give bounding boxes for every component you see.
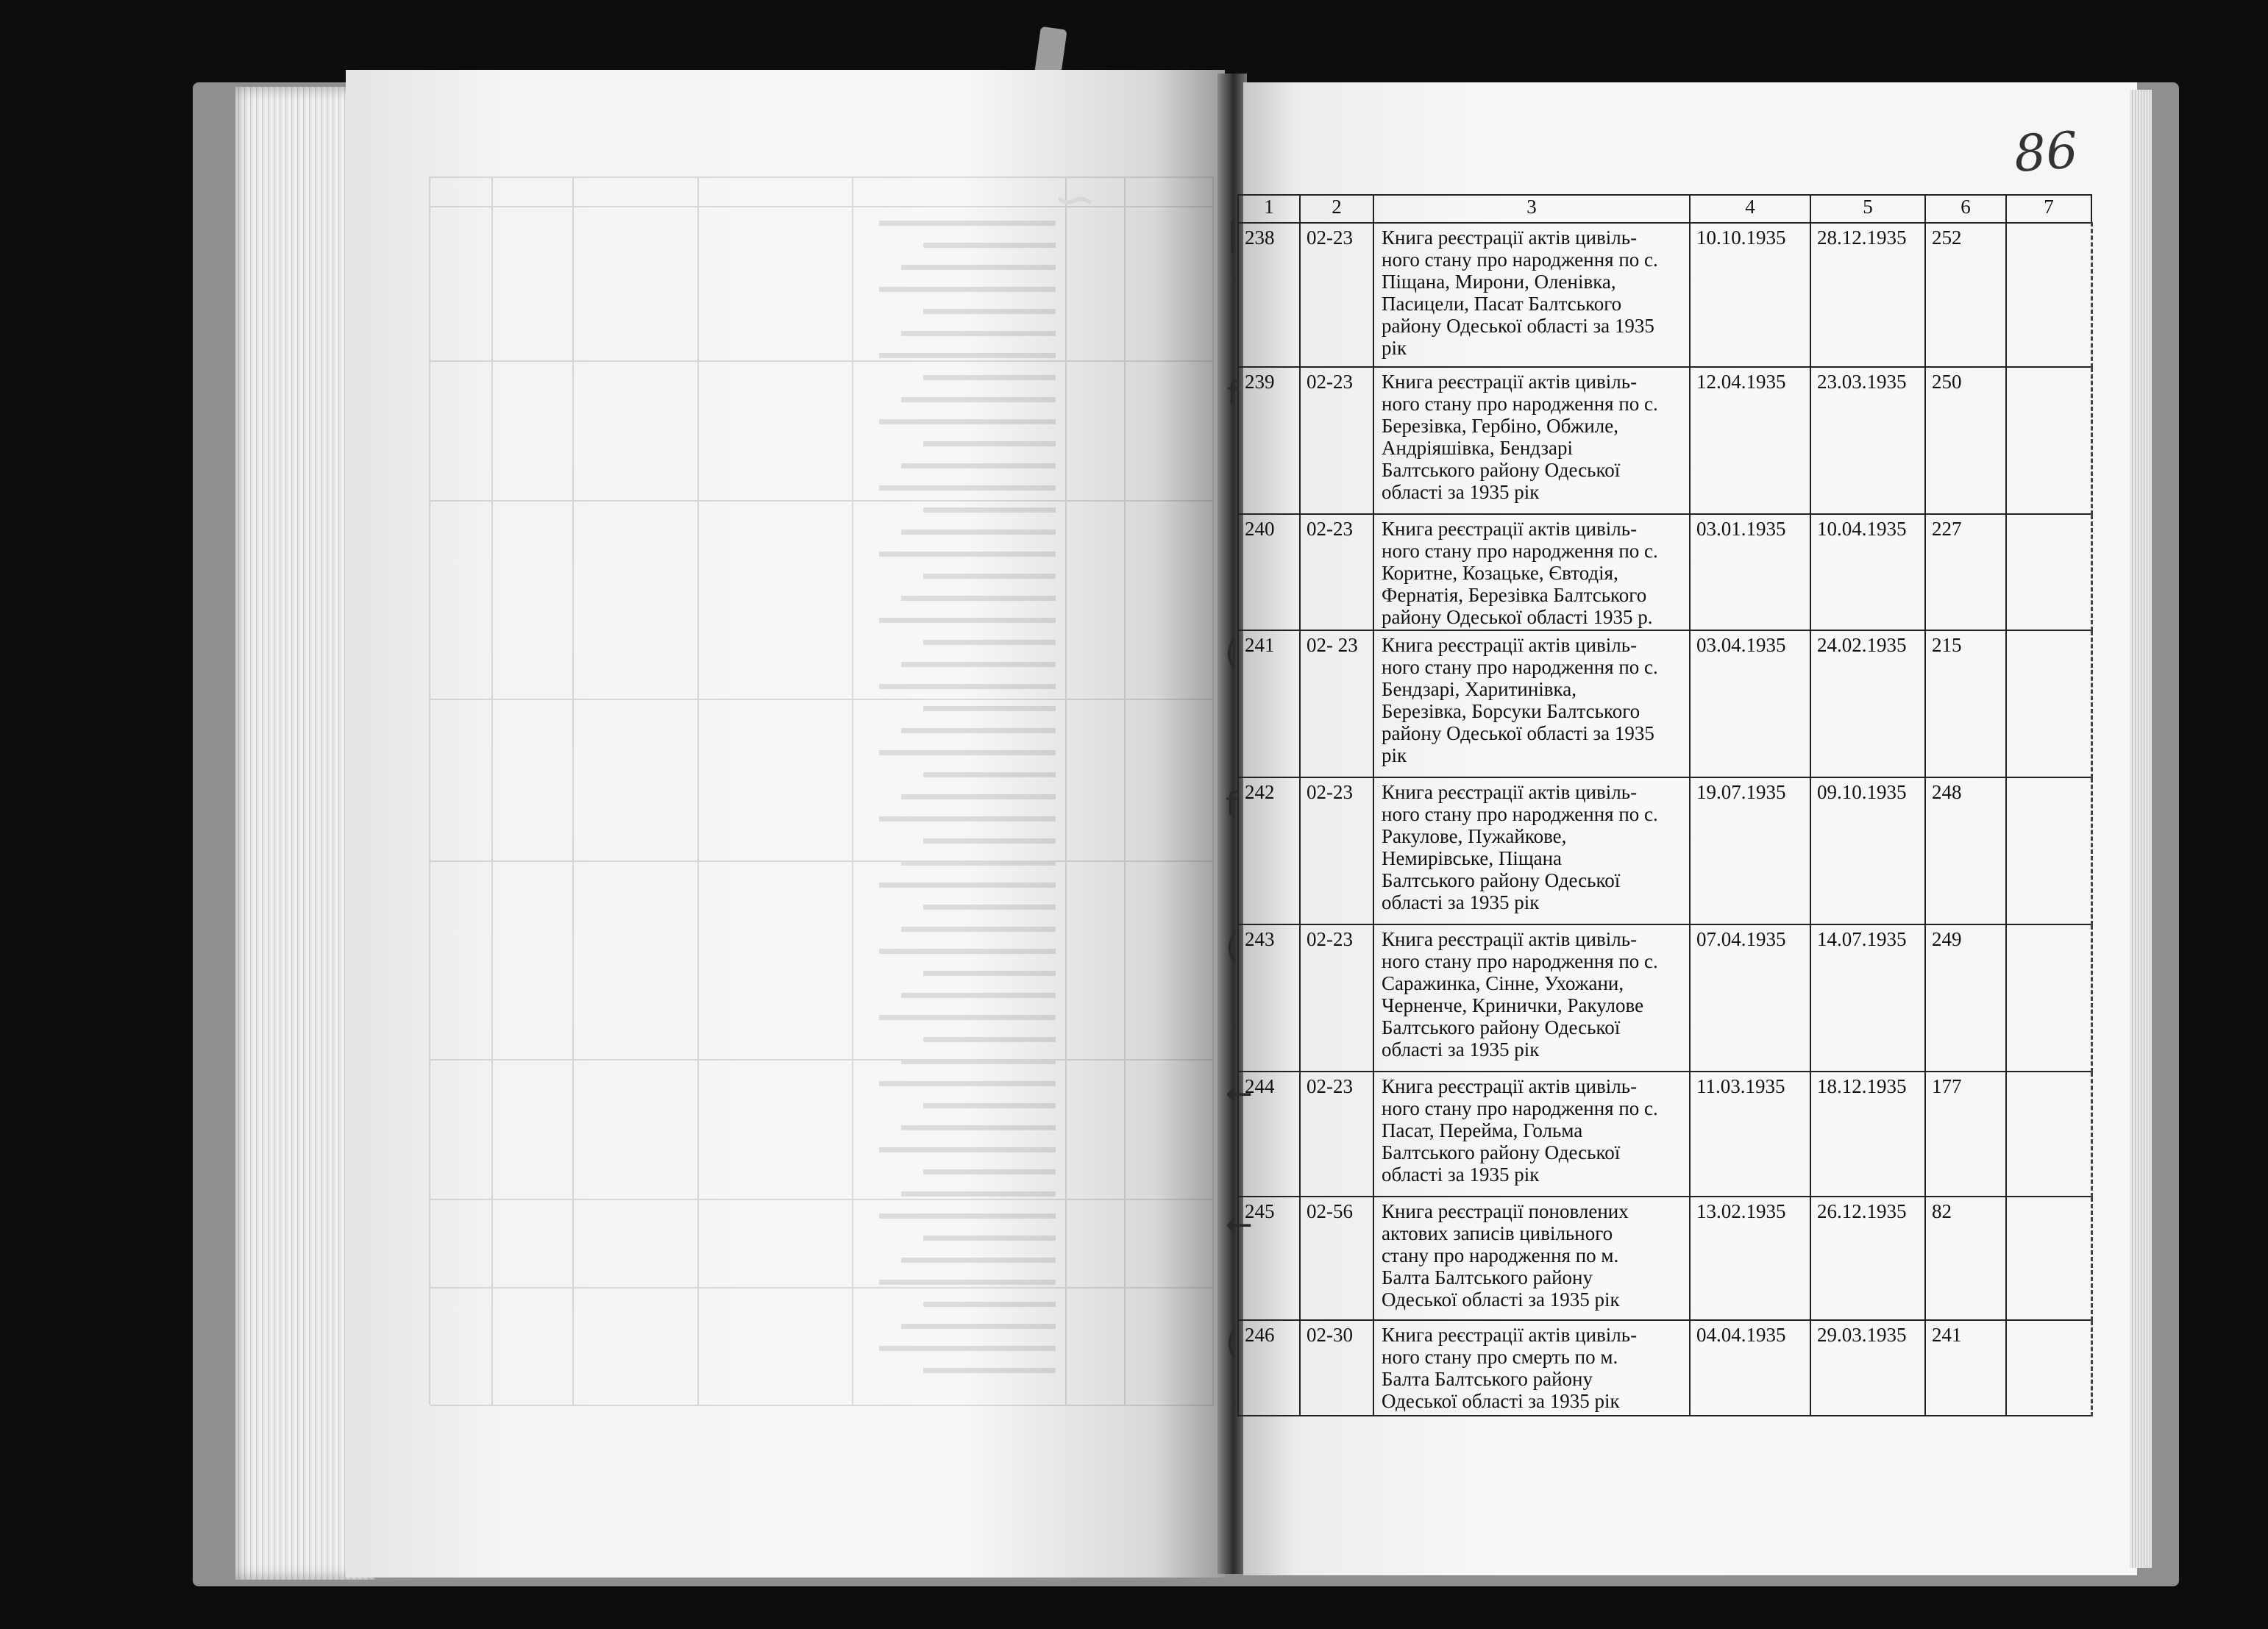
ghost-text-line bbox=[879, 419, 1056, 424]
folio-number: 86 bbox=[2012, 121, 2080, 184]
note-cell bbox=[2006, 924, 2091, 1072]
start-date: 11.03.1935 bbox=[1690, 1072, 1810, 1197]
description-line: району Одеської області 1935 р. bbox=[1382, 606, 1653, 628]
start-date: 10.10.1935 bbox=[1690, 223, 1810, 367]
start-date: 12.04.1935 bbox=[1690, 367, 1810, 514]
ghost-text-line bbox=[901, 1258, 1056, 1263]
left-page bbox=[346, 70, 1225, 1578]
sheet-count: 215 bbox=[1925, 630, 2006, 777]
description-line: Книга реєстрації актів цивіль- bbox=[1382, 781, 1638, 803]
ghost-text-line bbox=[901, 1059, 1056, 1064]
end-date: 10.04.1935 bbox=[1810, 514, 1925, 630]
description-line: Пасицели, Пасат Балтського bbox=[1382, 293, 1622, 315]
column-header: 1 bbox=[1238, 195, 1300, 223]
description-line: Бендзарі, Харитинівка, bbox=[1382, 678, 1576, 700]
record-number: 240 bbox=[1238, 514, 1300, 630]
ghost-text-line bbox=[901, 794, 1056, 799]
start-date: 03.01.1935 bbox=[1690, 514, 1810, 630]
note-cell bbox=[2006, 514, 2091, 630]
ghost-text-line bbox=[923, 309, 1056, 314]
sheet-count: 250 bbox=[1925, 367, 2006, 514]
ghost-row-line bbox=[430, 1059, 1214, 1061]
fond-code: 02-23 bbox=[1300, 924, 1373, 1072]
table-row bbox=[1238, 1197, 2091, 1320]
start-date: 13.02.1935 bbox=[1690, 1197, 1810, 1320]
description-line: стану про народження по м. bbox=[1382, 1244, 1619, 1266]
record-number: 238 bbox=[1238, 223, 1300, 367]
description-line: Книга реєстрації актів цивіль- bbox=[1382, 518, 1638, 540]
table-row bbox=[1238, 924, 2091, 1072]
record-description bbox=[1373, 514, 1690, 630]
record-description bbox=[1373, 1320, 1690, 1416]
description-line: Саражинка, Сінне, Ухожани, bbox=[1382, 972, 1624, 994]
description-line: району Одеської області за 1935 bbox=[1382, 722, 1654, 744]
end-date: 18.12.1935 bbox=[1810, 1072, 1925, 1197]
ghost-text-line bbox=[923, 1103, 1056, 1108]
ghost-text-line bbox=[879, 618, 1056, 623]
description-line: Книга реєстрації актів цивіль- bbox=[1382, 928, 1638, 950]
table-row bbox=[1238, 1072, 2091, 1197]
record-number: 241 bbox=[1238, 630, 1300, 777]
description-line: рік bbox=[1382, 337, 1407, 359]
table-row bbox=[1238, 1320, 2091, 1416]
margin-check-mark: f bbox=[1226, 785, 1237, 823]
ghost-text-line bbox=[879, 1081, 1056, 1086]
start-date: 04.04.1935 bbox=[1690, 1320, 1810, 1416]
ghost-text-line bbox=[901, 1125, 1056, 1130]
ghost-text-line bbox=[879, 816, 1056, 821]
record-description bbox=[1373, 630, 1690, 777]
end-date: 09.10.1935 bbox=[1810, 777, 1925, 924]
ghost-text-line bbox=[901, 331, 1056, 336]
margin-check-mark: f bbox=[1227, 375, 1239, 413]
description-line: Балтського району Одеської bbox=[1382, 1016, 1621, 1038]
description-line: Книга реєстрації актів цивіль- bbox=[1382, 371, 1638, 393]
description-line: області за 1935 рік bbox=[1382, 481, 1540, 503]
table-row bbox=[1238, 514, 2091, 630]
note-cell bbox=[2006, 630, 2091, 777]
ghost-text-line bbox=[901, 1191, 1056, 1197]
sheet-count: 241 bbox=[1925, 1320, 2006, 1416]
sheet-count: 227 bbox=[1925, 514, 2006, 630]
margin-check-mark: ( bbox=[1226, 928, 1239, 966]
ghost-text-line bbox=[923, 772, 1056, 777]
start-date: 03.04.1935 bbox=[1690, 630, 1810, 777]
register-table bbox=[1237, 194, 2093, 1416]
ghost-text-line bbox=[879, 1147, 1056, 1152]
ghost-text-line bbox=[879, 949, 1056, 954]
column-header: 7 bbox=[2006, 195, 2091, 223]
ghost-text-line bbox=[879, 750, 1056, 755]
note-cell bbox=[2006, 1197, 2091, 1320]
sheet-count: 252 bbox=[1925, 223, 2006, 367]
record-number: 243 bbox=[1238, 924, 1300, 1072]
description-line: області за 1935 рік bbox=[1382, 1163, 1540, 1186]
end-date: 24.02.1935 bbox=[1810, 630, 1925, 777]
fond-code: 02-23 bbox=[1300, 223, 1373, 367]
description-line: Книга реєстрації актів цивіль- bbox=[1382, 634, 1638, 656]
description-line: Книга реєстрації актів цивіль- bbox=[1382, 1324, 1638, 1346]
ghost-text-line bbox=[901, 927, 1056, 932]
record-description bbox=[1373, 1072, 1690, 1197]
margin-check-mark: ← bbox=[1226, 1206, 1253, 1244]
ghost-row-line bbox=[430, 360, 1214, 362]
start-date: 19.07.1935 bbox=[1690, 777, 1810, 924]
end-date: 29.03.1935 bbox=[1810, 1320, 1925, 1416]
ghost-text-line bbox=[923, 640, 1056, 645]
description-line: Березівка, Борсуки Балтського bbox=[1382, 700, 1640, 722]
record-description bbox=[1373, 223, 1690, 367]
description-line: Балтського району Одеської bbox=[1382, 459, 1621, 481]
ghost-text-line bbox=[923, 1368, 1056, 1373]
ghost-text-line bbox=[901, 993, 1056, 998]
record-number: 244 bbox=[1238, 1072, 1300, 1197]
note-cell bbox=[2006, 223, 2091, 367]
description-line: Книга реєстрації актів цивіль- bbox=[1382, 227, 1638, 249]
ghost-row-line bbox=[430, 699, 1214, 700]
description-line: області за 1935 рік bbox=[1382, 891, 1540, 913]
description-line: Коритне, Козацьке, Євтодія, bbox=[1382, 562, 1618, 584]
margin-check-mark: ( bbox=[1225, 634, 1238, 671]
ghost-text-line bbox=[879, 221, 1056, 226]
record-description bbox=[1373, 777, 1690, 924]
record-number: 246 bbox=[1238, 1320, 1300, 1416]
description-line: Балтського району Одеської bbox=[1382, 869, 1621, 891]
ghost-text-line bbox=[923, 905, 1056, 910]
start-date: 07.04.1935 bbox=[1690, 924, 1810, 1072]
description-line: Ракулове, Пужайкове, bbox=[1382, 825, 1567, 847]
description-line: ного стану про народження по с. bbox=[1382, 950, 1658, 972]
record-description bbox=[1373, 1197, 1690, 1320]
ghost-text-line bbox=[879, 353, 1056, 358]
header-row bbox=[1238, 195, 2091, 223]
description-line: Немирівське, Піщана bbox=[1382, 847, 1563, 869]
sheet-count: 177 bbox=[1925, 1072, 2006, 1197]
ghost-text-line bbox=[879, 287, 1056, 292]
fond-code: 02-23 bbox=[1300, 514, 1373, 630]
description-line: Піщана, Мирони, Оленівка, bbox=[1382, 271, 1616, 293]
fond-code: 02-23 bbox=[1300, 367, 1373, 514]
description-line: Балтського району Одеської bbox=[1382, 1141, 1621, 1163]
record-number: 242 bbox=[1238, 777, 1300, 924]
fond-code: 02- 23 bbox=[1300, 630, 1373, 777]
ghost-text-line bbox=[923, 1169, 1056, 1174]
ghost-text-line bbox=[901, 463, 1056, 468]
description-line: Березівка, Гербіно, Обжиле, bbox=[1382, 415, 1619, 437]
ghost-text-line bbox=[879, 1015, 1056, 1020]
end-date: 14.07.1935 bbox=[1810, 924, 1925, 1072]
column-header: 3 bbox=[1373, 195, 1690, 223]
ghost-text-line bbox=[901, 530, 1056, 535]
ghost-text-line bbox=[923, 375, 1056, 380]
ghost-text-line bbox=[879, 552, 1056, 557]
note-cell bbox=[2006, 1320, 2091, 1416]
description-line: Одеської області за 1935 рік bbox=[1382, 1390, 1620, 1412]
record-number: 245 bbox=[1238, 1197, 1300, 1320]
note-cell bbox=[2006, 777, 2091, 924]
description-line: Фернатія, Березівка Балтського bbox=[1382, 584, 1647, 606]
ghost-text-line bbox=[923, 971, 1056, 976]
end-date: 26.12.1935 bbox=[1810, 1197, 1925, 1320]
ghost-text-line bbox=[879, 883, 1056, 888]
column-header: 2 bbox=[1300, 195, 1373, 223]
description-line: району Одеської області за 1935 bbox=[1382, 315, 1654, 337]
margin-check-mark: ( bbox=[1226, 1324, 1239, 1361]
description-line: рік bbox=[1382, 744, 1407, 766]
note-cell bbox=[2006, 1072, 2091, 1197]
table-row bbox=[1238, 223, 2091, 367]
description-line: Черненче, Кринички, Ракулове bbox=[1382, 994, 1644, 1016]
record-description bbox=[1373, 367, 1690, 514]
ghost-row-line bbox=[430, 1405, 1214, 1406]
description-line: Андріяшівка, Бендзарі bbox=[1382, 437, 1573, 459]
description-line: ного стану про народження по с. bbox=[1382, 803, 1658, 825]
fond-code: 02-23 bbox=[1300, 1072, 1373, 1197]
ghost-text-line bbox=[901, 265, 1056, 270]
fond-code: 02-56 bbox=[1300, 1197, 1373, 1320]
ghost-text-line bbox=[879, 684, 1056, 689]
description-line: Балта Балтського району bbox=[1382, 1266, 1593, 1288]
ghost-text-line bbox=[923, 507, 1056, 513]
ghost-text-line bbox=[901, 860, 1056, 866]
bleed-through-table bbox=[430, 169, 1214, 1405]
end-date: 28.12.1935 bbox=[1810, 223, 1925, 367]
table-row bbox=[1238, 777, 2091, 924]
record-number: 239 bbox=[1238, 367, 1300, 514]
margin-check-mark: ← bbox=[1226, 1075, 1253, 1113]
description-line: ного стану про народження по с. bbox=[1382, 540, 1658, 562]
margin-check-mark: | bbox=[1227, 215, 1238, 252]
note-cell bbox=[2006, 367, 2091, 514]
ghost-text-line bbox=[923, 838, 1056, 844]
description-line: актових записів цивільного bbox=[1382, 1222, 1613, 1244]
record-description bbox=[1373, 924, 1690, 1072]
sheet-count: 248 bbox=[1925, 777, 2006, 924]
ghost-text-line bbox=[901, 1324, 1056, 1329]
ghost-text-line bbox=[923, 1037, 1056, 1042]
description-line: Книга реєстрації актів цивіль- bbox=[1382, 1075, 1638, 1097]
description-line: ного стану про народження по с. bbox=[1382, 393, 1658, 415]
column-header: 6 bbox=[1925, 195, 2006, 223]
description-line: ного стану про народження по с. bbox=[1382, 1097, 1658, 1119]
description-line: Балта Балтського району bbox=[1382, 1368, 1593, 1390]
end-date: 23.03.1935 bbox=[1810, 367, 1925, 514]
ghost-text-line bbox=[901, 728, 1056, 733]
sheet-count: 249 bbox=[1925, 924, 2006, 1072]
ghost-text-line bbox=[879, 1213, 1056, 1219]
fond-code: 02-30 bbox=[1300, 1320, 1373, 1416]
column-header: 5 bbox=[1810, 195, 1925, 223]
table-row bbox=[1238, 630, 2091, 777]
column-header: 4 bbox=[1690, 195, 1810, 223]
description-line: ного стану про смерть по м. bbox=[1382, 1346, 1618, 1368]
ghost-scribble: ~ bbox=[1053, 169, 1096, 229]
fond-code: 02-23 bbox=[1300, 777, 1373, 924]
ghost-row-line bbox=[430, 500, 1214, 502]
ghost-row-line bbox=[430, 1199, 1214, 1200]
table-row bbox=[1238, 367, 2091, 514]
ghost-row-line bbox=[430, 206, 1214, 207]
ghost-text-line bbox=[923, 1302, 1056, 1307]
ghost-text-line bbox=[901, 397, 1056, 402]
ghost-text-line bbox=[901, 596, 1056, 601]
sheet-count: 82 bbox=[1925, 1197, 2006, 1320]
description-line: Книга реєстрації поновлених bbox=[1382, 1200, 1629, 1222]
description-line: області за 1935 рік bbox=[1382, 1038, 1540, 1061]
description-line: ного стану про народження по с. bbox=[1382, 249, 1658, 271]
right-page-edge bbox=[2130, 90, 2152, 1568]
ghost-text-line bbox=[923, 1236, 1056, 1241]
ghost-text-line bbox=[901, 662, 1056, 667]
ghost-text-line bbox=[879, 1346, 1056, 1351]
description-line: ного стану про народження по с. bbox=[1382, 656, 1658, 678]
ghost-text-line bbox=[923, 706, 1056, 711]
description-line: Одеської області за 1935 рік bbox=[1382, 1288, 1620, 1311]
ghost-text-line bbox=[879, 1280, 1056, 1285]
description-line: Пасат, Перейма, Гольма bbox=[1382, 1119, 1583, 1141]
ghost-text-line bbox=[923, 441, 1056, 446]
ghost-text-line bbox=[923, 574, 1056, 579]
ghost-text-line bbox=[923, 243, 1056, 248]
ghost-row-line bbox=[430, 177, 1214, 178]
ghost-row-line bbox=[430, 1287, 1214, 1288]
ghost-text-line bbox=[879, 485, 1056, 491]
ghost-row-line bbox=[430, 860, 1214, 862]
